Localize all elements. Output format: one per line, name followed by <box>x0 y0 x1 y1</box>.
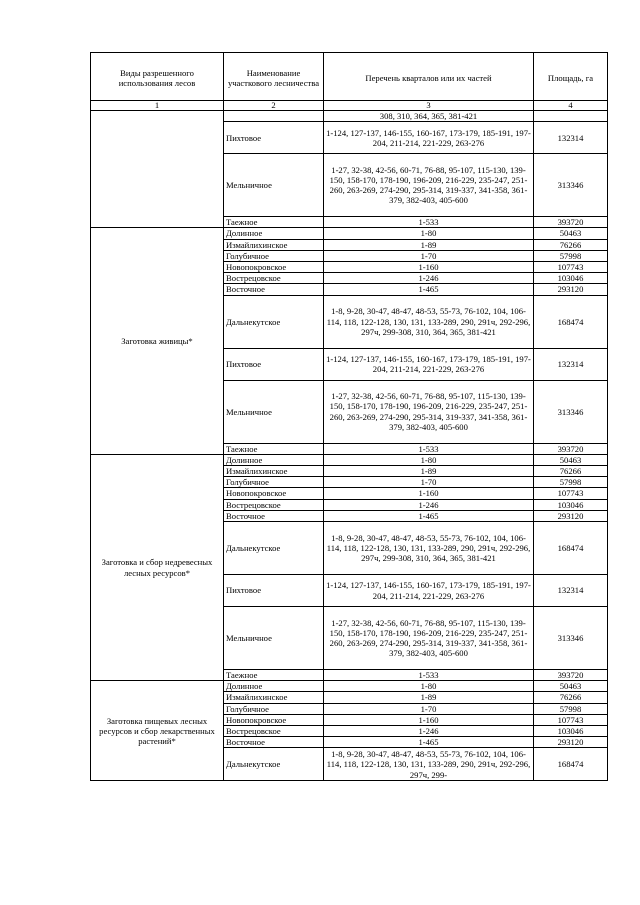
quarters-cell: 1-8, 9-28, 30-47, 48-47, 48-53, 55-73, 76-102, 104, 106-114, 118, 122-128, 130, 131, 133-289, 290, 291ч, 292-296, 297ч, 299-308, 310, 364, 365, 381-421 <box>324 522 534 575</box>
area-cell: 313346 <box>534 607 608 670</box>
area-cell <box>534 111 608 122</box>
quarters-cell: 1-70 <box>324 250 534 261</box>
column-number: 3 <box>324 101 534 111</box>
use-cell <box>91 111 224 228</box>
district-cell: Вострецовское <box>224 273 324 284</box>
area-cell: 293120 <box>534 510 608 521</box>
area-cell: 393720 <box>534 217 608 228</box>
area-cell: 76266 <box>534 466 608 477</box>
area-cell: 76266 <box>534 692 608 703</box>
area-cell: 107743 <box>534 262 608 273</box>
district-cell: Долинное <box>224 454 324 465</box>
area-cell: 57998 <box>534 250 608 261</box>
district-cell: Мельничное <box>224 380 324 443</box>
area-cell: 393720 <box>534 670 608 681</box>
column-number: 1 <box>91 101 224 111</box>
header-use: Виды разрешенного использования лесов <box>91 53 224 101</box>
header-row <box>91 53 608 101</box>
district-cell: Измайлихинское <box>224 239 324 250</box>
forest-use-table <box>90 52 608 781</box>
quarters-cell: 1-80 <box>324 454 534 465</box>
quarters-cell: 1-246 <box>324 273 534 284</box>
quarters-cell: 1-8, 9-28, 30-47, 48-47, 48-53, 55-73, 76-102, 104, 106-114, 118, 122-128, 130, 131, 133-289, 290, 291ч, 292-296, 297ч, 299- <box>324 748 534 781</box>
quarters-cell: 1-533 <box>324 217 534 228</box>
quarters-cell: 1-89 <box>324 692 534 703</box>
district-cell: Восточное <box>224 284 324 295</box>
district-cell: Новопокровское <box>224 262 324 273</box>
district-cell: Долинное <box>224 681 324 692</box>
district-cell: Вострецовское <box>224 726 324 737</box>
district-cell: Долинное <box>224 228 324 239</box>
area-cell: 393720 <box>534 443 608 454</box>
use-cell: Заготовка и сбор недревесных лесных ресурсов* <box>91 454 224 680</box>
header-district: Наименование участкового лесничества <box>224 53 324 101</box>
quarters-cell: 1-89 <box>324 239 534 250</box>
area-cell: 293120 <box>534 284 608 295</box>
quarters-cell: 1-27, 32-38, 42-56, 60-71, 76-88, 95-107, 115-130, 139-150, 158-170, 178-190, 196-209, 216-229, 235-247, 251-260, 263-269, 274-290, 295-314, 319-337, 341-358, 361-379, 382-403, 405-600 <box>324 154 534 217</box>
area-cell: 313346 <box>534 380 608 443</box>
quarters-cell: 1-80 <box>324 228 534 239</box>
quarters-cell: 1-465 <box>324 284 534 295</box>
district-cell: Новопокровское <box>224 488 324 499</box>
district-cell: Восточное <box>224 737 324 748</box>
district-cell: Вострецовское <box>224 499 324 510</box>
area-cell: 313346 <box>534 154 608 217</box>
district-cell: Измайлихинское <box>224 466 324 477</box>
district-cell: Пихтовое <box>224 122 324 154</box>
quarters-cell: 1-27, 32-38, 42-56, 60-71, 76-88, 95-107, 115-130, 139-150, 158-170, 178-190, 196-209, 216-229, 235-247, 251-260, 263-269, 274-290, 295-314, 319-337, 341-358, 361-379, 382-403, 405-600 <box>324 380 534 443</box>
district-cell: Таежное <box>224 443 324 454</box>
district-cell: Новопокровское <box>224 714 324 725</box>
area-cell: 103046 <box>534 499 608 510</box>
header-quarters: Перечень кварталов или их частей <box>324 53 534 101</box>
area-cell: 132314 <box>534 575 608 607</box>
area-cell: 76266 <box>534 239 608 250</box>
district-cell: Измайлихинское <box>224 692 324 703</box>
quarters-cell: 1-89 <box>324 466 534 477</box>
quarters-cell: 1-124, 127-137, 146-155, 160-167, 173-179, 185-191, 197-204, 211-214, 221-229, 263-276 <box>324 575 534 607</box>
area-cell: 57998 <box>534 703 608 714</box>
column-number: 2 <box>224 101 324 111</box>
district-cell: Таежное <box>224 670 324 681</box>
district-cell: Голубичное <box>224 703 324 714</box>
district-cell: Дальнекутское <box>224 748 324 781</box>
quarters-cell: 1-8, 9-28, 30-47, 48-47, 48-53, 55-73, 76-102, 104, 106-114, 118, 122-128, 130, 131, 133-289, 290, 291ч, 292-296, 297ч, 299-308, 310, 364, 365, 381-421 <box>324 295 534 348</box>
column-number: 4 <box>534 101 608 111</box>
document-page <box>90 52 607 781</box>
area-cell: 50463 <box>534 681 608 692</box>
quarters-cell: 1-246 <box>324 726 534 737</box>
quarters-cell: 1-465 <box>324 510 534 521</box>
quarters-cell: 1-160 <box>324 488 534 499</box>
district-cell <box>224 111 324 122</box>
table-row <box>91 454 608 465</box>
area-cell: 103046 <box>534 273 608 284</box>
quarters-cell: 1-465 <box>324 737 534 748</box>
area-cell: 57998 <box>534 477 608 488</box>
quarters-cell: 1-160 <box>324 714 534 725</box>
table-row <box>91 681 608 692</box>
quarters-cell: 308, 310, 364, 365, 381-421 <box>324 111 534 122</box>
quarters-cell: 1-160 <box>324 262 534 273</box>
district-cell: Мельничное <box>224 154 324 217</box>
quarters-cell: 1-533 <box>324 443 534 454</box>
district-cell: Голубичное <box>224 477 324 488</box>
area-cell: 50463 <box>534 228 608 239</box>
district-cell: Пихтовое <box>224 348 324 380</box>
header-area: Площадь, га <box>534 53 608 101</box>
quarters-cell: 1-70 <box>324 477 534 488</box>
area-cell: 168474 <box>534 522 608 575</box>
quarters-cell: 1-246 <box>324 499 534 510</box>
quarters-cell: 1-533 <box>324 670 534 681</box>
quarters-cell: 1-124, 127-137, 146-155, 160-167, 173-179, 185-191, 197-204, 211-214, 221-229, 263-276 <box>324 348 534 380</box>
quarters-cell: 1-80 <box>324 681 534 692</box>
quarters-cell: 1-70 <box>324 703 534 714</box>
quarters-cell: 1-27, 32-38, 42-56, 60-71, 76-88, 95-107, 115-130, 139-150, 158-170, 178-190, 196-209, 216-229, 235-247, 251-260, 263-269, 274-290, 295-314, 319-337, 341-358, 361-379, 382-403, 405-600 <box>324 607 534 670</box>
area-cell: 132314 <box>534 348 608 380</box>
district-cell: Дальнекутское <box>224 295 324 348</box>
column-number-row <box>91 101 608 111</box>
area-cell: 293120 <box>534 737 608 748</box>
district-cell: Голубичное <box>224 250 324 261</box>
table-row <box>91 228 608 239</box>
area-cell: 132314 <box>534 122 608 154</box>
district-cell: Дальнекутское <box>224 522 324 575</box>
area-cell: 103046 <box>534 726 608 737</box>
district-cell: Восточное <box>224 510 324 521</box>
district-cell: Мельничное <box>224 607 324 670</box>
area-cell: 107743 <box>534 714 608 725</box>
area-cell: 107743 <box>534 488 608 499</box>
area-cell: 168474 <box>534 295 608 348</box>
area-cell: 168474 <box>534 748 608 781</box>
use-cell: Заготовка живицы* <box>91 228 224 454</box>
table-row <box>91 111 608 122</box>
quarters-cell: 1-124, 127-137, 146-155, 160-167, 173-179, 185-191, 197-204, 211-214, 221-229, 263-276 <box>324 122 534 154</box>
district-cell: Таежное <box>224 217 324 228</box>
district-cell: Пихтовое <box>224 575 324 607</box>
area-cell: 50463 <box>534 454 608 465</box>
use-cell: Заготовка пищевых лесных ресурсов и сбор лекарственных растений* <box>91 681 224 781</box>
